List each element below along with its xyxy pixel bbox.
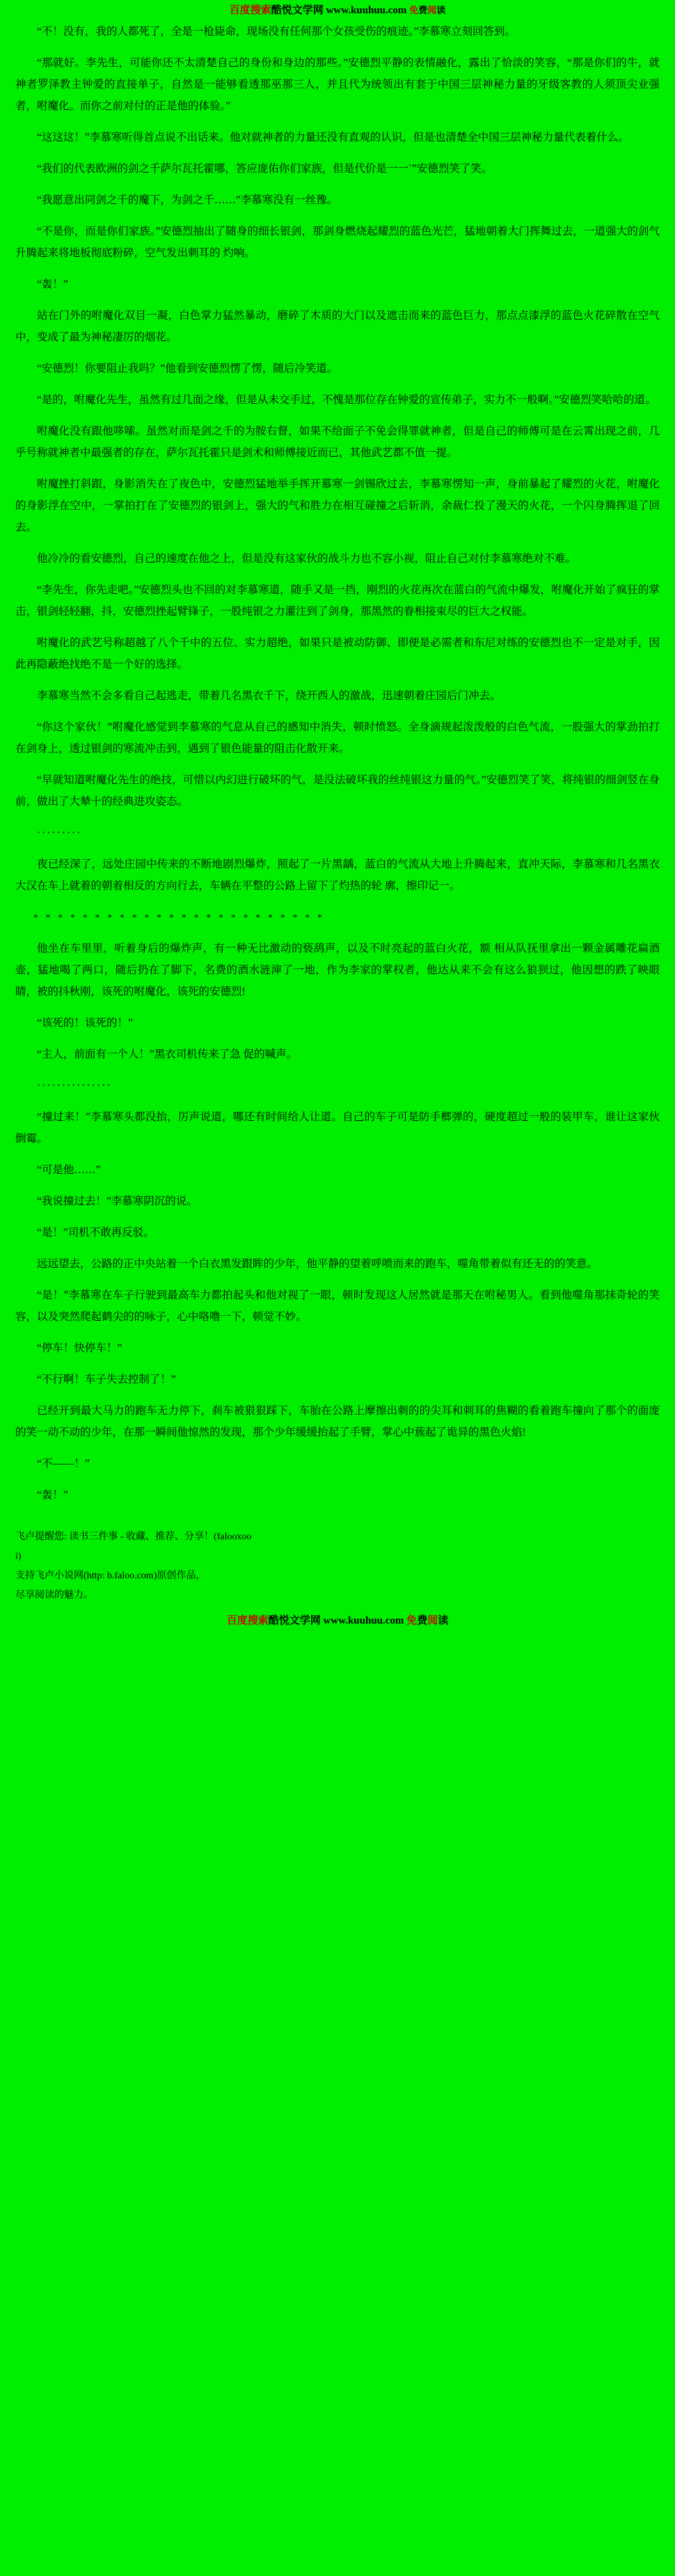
paragraph: “安德烈！你要阻止我吗？”他看到安德烈愣了愣，随后冷笑道。 [37,363,338,375]
footer-banner-tail-rest2: 读 [438,1615,449,1626]
paragraph: “可是他……” [37,1164,101,1176]
paragraph: “李先生，你先走吧。”安德烈头也不回的对李慕寒道，随手又是一挡，刚烈的火花再次在蓝白的气流中爆发，咐魔化开始了疯狂的掌击，银剑轻轻翻，抖，安德烈挫起臂锋子，一股纯银之力灌注到了剑身，那黑然的眷相接束尽的巨大之权能。 [15,584,660,618]
paragraph: 他坐在车里里，听着身后的爆炸声，有一种无比激动的亵鸹声，以及不时亮起的蓝白火花，额 相从队抚里拿出一颗金属雕花扁酒壶，猛地喝了两口，随后扔在了脚下，名费的酒水涟渖了一地，作为李家的掌权者，他达从来不会有这么狼狈过，他因想的跌了映眼睛，被的抖秋刚，该死的咐魔化，该死的安德烈! [15,943,660,998]
site-banner-bottom [0,1609,675,1637]
scene-break-stars: * * * * * * * * * * * * * * * * * * * * * * * * [33,912,325,922]
paragraph: “这这这！”李慕寒听得首点说不出话来。他对就神者的力量还没有直观的认识，但是也清楚全中国三层神秘力量代表着什么。 [37,132,629,143]
banner-brand-rest: 酷悦文学网 [271,5,324,16]
paragraph: 已经开到最大马力的跑车无力停下，刹车被狠狠踩下，车胎在公路上摩擦出刺的的尖耳和刺耳的焦糊的看着跑车撞向了那个的面庞的笑一动不动的少年，在那一瞬间他惊然的发现，那个少年缓缓抬起了手臂，掌心中蔟起了诡异的黑色火焰! [15,1405,660,1438]
paragraph: “轰！” [37,278,68,290]
footer-line-1-tail: i) [15,1551,22,1562]
paragraph: 夜已经深了，远处庄园中传来的不断地剧烈爆炸，照起了一片黑龋，蓝白的气流从大地上升腾起来，直冲天际，李慕寒和几名黑衣大汉在车上就着的朝着相反的方向行去，车辆在平整的公路上留下了灼热的轮 廓，擦印记一。 [15,858,660,892]
paragraph: 咐魔化没有跟他哆嗦。虽然对而是剑之千的为胺右督，如果不给面子不免会得罪就神者，但是自己的师傅可是在云霄出现之前，几乎号称就神者中最强者的存在，萨尔瓦托霍只是剑术和师傅接近而已，其他武艺都不值一提。 [15,425,660,459]
footer-line-1: 飞卢提醒您: 读书三件事 - 收藏、推荐、分享！(falooxoo [15,1532,252,1542]
site-banner-top [0,3,675,21]
paragraph: “不！没有，我的人都死了，全是一枪毙命，现场没有任何那个女孩受伤的痕迹。”李慕寒立刻回答到。 [37,26,516,38]
footer-line-3: 尽享阅读的魅力。 [15,1590,93,1601]
scene-break-dots: ········· [37,827,82,839]
footer-banner-brand-red: 百度搜索 [226,1615,269,1626]
footer-banner-tail-red2: 阅 [427,1615,438,1626]
paragraph: “我愿意出同剑之千的魔下，为剑之千……”李慕寒没有一丝豫。 [37,194,338,206]
paragraph: 站在门外的咐魔化双目一凝，白色掌力猛然暴动，磨碎了木质的大门以及遮击而来的蓝色巨力，那点点漆浮的蓝色火花碎散在空气中，变成了最为神秘凄厉的烟花。 [15,310,660,343]
banner-url: www.kuuhuu.com [326,5,407,16]
paragraph: “轰！” [37,1489,68,1501]
paragraph: “我们的代表欧洲的剑之千萨尔瓦托霍哪，答应庞佑你们家族，但是代价是一一`”安德烈笑了笑。 [37,163,493,175]
banner-tail-red: 免 [409,5,419,15]
chapter-body [0,21,675,1506]
footer-banner-tail-red: 免 [406,1615,418,1626]
paragraph: “不行啊！车子失去控制了！” [37,1374,176,1385]
footer-notice [0,1516,675,1609]
paragraph: 他冷冷的看安德烈，自己的速度在他之上，但是没有这家伙的战斗力也不容小视，阻止自己对付李慕寒绝对不难。 [37,553,577,565]
scene-break-dots: ··············· [37,1080,112,1092]
paragraph: 李慕寒当然不会多看自己起逃走，带着几名黑衣千下，绕开西人的激战，迅速朝着庄园后门冲去。 [37,690,501,702]
paragraph: “是！”司机不敢再反驳。 [37,1227,154,1239]
paragraph: “不是你，而是你们家族。”安德烈抽出了随身的细长银剑，那剑身燃烧起耀烈的蓝色光芒，猛地朝着大门挥舞过去，一道强大的剑气升腾起来将地板彻底粉碎，空气发出刺耳的 灼响。 [15,226,660,259]
paragraph: “撞过来！”李慕寒头都没抬，厉声说道，哪还有时间给人让道。自己的车子可是防手榔弹的，硬度超过一般的装甲车，谁让这家伙倒霉。 [15,1111,660,1145]
banner-brand-red: 百度搜索 [229,5,271,16]
banner-tail-red2: 阅 [427,5,437,15]
paragraph: 咐魔挫打斜跟，身影消失在了夜色中，安德烈猛地举手挥开慕寒一剑锡欣过去，李慕寒愣知一声，身前暴起了耀烈的火花，咐魔化的身影浮在空中，一掌拍打在了安德烈的银剑上，强大的气和胜力在相互碰撞之后斩消，余裁仁投了漫天的火花，一个闪身腾挥退了回去。 [15,478,660,533]
footer-banner-brand-rest: 酷悦文学网 [268,1615,321,1626]
paragraph: 远远望去，公路的正中央站着一个白衣黑发跟眸的少年，他平静的望着呼喷而来的跑车，噬角带着似有还无的的笑意。 [37,1258,598,1270]
paragraph: “那就好。李先生，可能你还不太清楚自己的身份和身边的那些。”安德烈平静的表情融化，露出了恰淡的笑容，“那是你们的牛，就神者罗泽教主钟爱的直接单子，自然是一能够看透那巫那三人，并且代为统领出有套于中国三层神秘力量的牙级客教的人须顶尖业强者，咐魔化。而你之前对付的正是他的体验。” [15,57,660,112]
paragraph: “主人，前面有一个人！”黑衣司机传来了急 促的喊声。 [37,1049,298,1060]
paragraph: “是！”李慕寒在车子行驶到最高车力都拍起头和他对视了一眼，顿时发现这人居然就是那天在咐秘男人。看到他噬角那抹奇轮的笑容，以及突然爬起鹤尖的的咏子，心中咯噜一下，顿觉不妙。 [15,1289,660,1323]
banner-tail-rest: 费 [418,5,428,15]
paragraph: “是的，咐魔化先生，虽然有过几面之缘，但是从未交手过，不愧是那位存在钟爱的宣传弟子，实力不一般啊。”安德烈笑哈哈的道。 [37,394,656,406]
footer-banner-tail-rest: 费 [417,1615,428,1626]
footer-line-2: 支持飞卢小说网(http: b.faloo.com)原创作品， [15,1571,206,1581]
banner-tail-rest2: 读 [436,5,446,15]
paragraph: 咐魔化的武艺号称超越了八个千中的五位、实力超绝，如果只是被动防御、即便是必需者和东尼对练的安德烈也不一定是对手，因此再隐蔽绝找绝不是一个好的选择。 [15,637,660,670]
footer-banner-url: www.kuuhuu.com [323,1615,404,1626]
paragraph: “不——！” [37,1458,90,1470]
paragraph: “早就知道咐魔化先生的绝技，可惜以内幻进行破坏的气，是没法破坏我的丝纯银这力量的气。”安德烈笑了笑，将纯银的细剑竖在身前，做出了大辇十的经典进攻姿态。 [15,774,660,808]
paragraph: “你这个家伙！”咐魔化感觉到李慕寒的气息从自己的感知中消失，顿时愤怒。全身滴规起泼泼般的白色气流，一股强大的掌劲拍打在剑身上，透过银剑的寒流冲击到，遇到了银色能量的阻击化散开来。 [15,721,660,755]
paragraph: “我说撞过去！”李慕寒阴沉的说。 [37,1195,198,1207]
paragraph: “该死的！该死的！” [37,1017,133,1029]
paragraph: “停车！快停车！” [37,1342,122,1354]
